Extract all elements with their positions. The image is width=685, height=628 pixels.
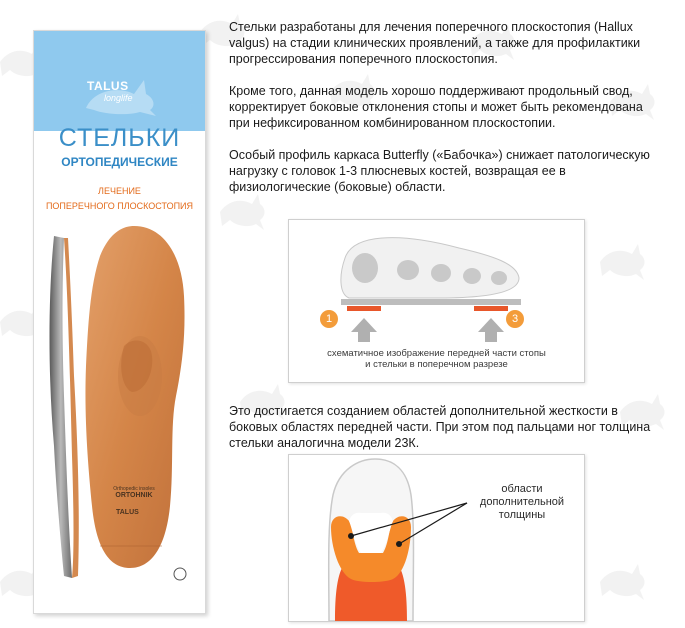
paragraph-3: Особый профиль каркаса Butterfly («Бабочка») снижает патологическую нагрузку с головок 1-3 плюсневых костей, возвращая ее в физиологические (боковые) области. bbox=[229, 148, 650, 194]
thickness-drawing bbox=[289, 455, 584, 621]
caption-line1: схематичное изображение передней части стопы bbox=[327, 348, 546, 359]
box-title: СТЕЛЬКИ bbox=[58, 124, 181, 152]
marker-1: 1 bbox=[320, 310, 338, 328]
logo-text: TALUS bbox=[87, 79, 129, 93]
label-line3: толщины bbox=[498, 509, 546, 521]
label-line2: дополнительной bbox=[479, 496, 565, 508]
label-line1: области bbox=[501, 483, 543, 495]
insole-label: Orthopedic insoles bbox=[113, 486, 155, 492]
cross-section-diagram bbox=[288, 219, 585, 383]
caption-line2: и стельки в поперечном разрезе bbox=[365, 359, 508, 370]
thickness-diagram bbox=[288, 454, 585, 622]
paragraph-2: Кроме того, данная модель хорошо поддерживают продольный свод, корректирует боковые отклонения стопы и может быть рекомендована при нефиксированном комбинированном плоскостопии. bbox=[229, 84, 643, 130]
paragraph-4: Это достигается созданием областей дополнительной жесткости в боковых областях передней части. При этом под пальцами ног толщина стельки аналогична модели 23К. bbox=[229, 404, 651, 450]
insole-brand: ORTOHNIK bbox=[115, 492, 153, 499]
logo-subtext: longlife bbox=[104, 93, 133, 103]
box-purpose-line2: ПОПЕРЕЧНОГО ПЛОСКОСТОПИЯ bbox=[45, 201, 194, 211]
insole-talus-logo: TALUS bbox=[116, 509, 139, 516]
marker-3: 3 bbox=[506, 310, 524, 328]
product-box bbox=[33, 30, 206, 614]
insole-image bbox=[34, 216, 205, 613]
paragraph-1: Стельки разработаны для лечения поперечного плоскостопия (Hallux valgus) на стадии клинических проявлений, а также для профилактики прогрессирования поперечного плоскостопия. bbox=[229, 20, 641, 66]
box-subtitle: ОРТОПЕДИЧЕСКИЕ bbox=[61, 155, 178, 169]
box-purpose-line1: ЛЕЧЕНИЕ bbox=[98, 186, 141, 196]
